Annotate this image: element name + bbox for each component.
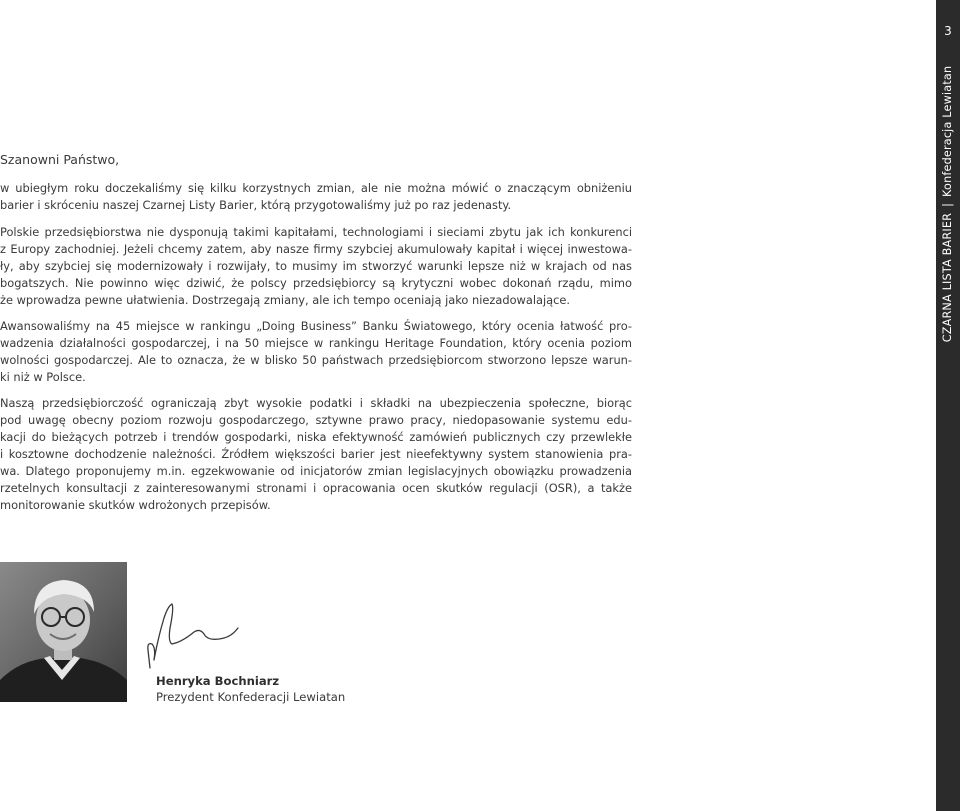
portrait-photo <box>0 562 127 702</box>
paragraph-line: rzetelnych konsultacji z zainteresowanymi stronami i opracowania ocen skutków regulacji (OSR), a także <box>0 481 632 495</box>
paragraph-line: z Europy zachodniej. Jeżeli chcemy zatem, aby nasze firmy szybciej akumulowały kapitał i więcej inwestowa- <box>0 242 632 256</box>
signature <box>142 598 242 674</box>
paragraph-line: bogatszych. Nie powinno więc dziwić, że polscy przedsiębiorcy są krytyczni wobec dokonań rządu, mimo <box>0 276 632 290</box>
paragraph-line: ły, aby szybciej się modernizowały i rozwijały, to musimy im stworzyć warunki lepsze niż w krajach od nas <box>0 259 632 273</box>
paragraph-4 <box>0 395 632 514</box>
paragraph-line: wadzenia działalności gospodarczej, i na 50 miejsce w rankingu Heritage Foundation, który ocenia poziom <box>0 336 632 350</box>
paragraph-line: barier i skróceniu naszej Czarnej Listy Barier, którą przygotowaliśmy już po raz jedenasty. <box>0 198 512 212</box>
signatory-name: Henryka Bochniarz <box>156 674 280 688</box>
paragraph-line: wolności gospodarczej. Ale to oznacza, że w blisko 50 państwach przedsiębiorcom stworzono lepsze warun- <box>0 353 632 367</box>
paragraph-line: w ubiegłym roku doczekaliśmy się kilku korzystnych zmian, ale nie można mówić o znaczącym obniżeniu <box>0 181 632 195</box>
paragraph-line: i kosztowne dochodzenie należności. Źródłem większości barier jest nieefektywny system stanowienia pra- <box>0 447 632 461</box>
paragraph-2 <box>0 224 632 309</box>
paragraph-line: Naszą przedsiębiorczość ograniczają zbyt wysokie podatki i składki na ubezpieczenia społeczne, biorąc <box>0 396 632 410</box>
paragraph-line: monitorowanie skutków wdrożonych przepisów. <box>0 498 271 512</box>
paragraph-1 <box>0 180 632 214</box>
paragraph-line: Awansowaliśmy na 45 miejsce w rankingu „Doing Business” Banku Światowego, który ocenia łatwość pro- <box>0 319 632 333</box>
side-label <box>941 66 955 343</box>
separator: | <box>941 202 954 207</box>
paragraph-line: wa. Dlatego proponujemy m.in. egzekwowanie od inicjatorów zmian legislacyjnych obowiązku prowadzenia <box>0 464 632 478</box>
organization-name: Konfederacja Lewiatan <box>941 65 954 197</box>
paragraph-line: pod uwagę obecny poziom rozwoju gospodarczego, sztywne prawo pracy, niedopasowanie systemu edu- <box>0 413 632 427</box>
page-number: 3 <box>944 24 952 38</box>
paragraph-3 <box>0 318 632 386</box>
publication-title: CZARNA LISTA BARIER <box>941 212 954 343</box>
paragraph-line: ki niż w Polsce. <box>0 370 86 384</box>
greeting: Szanowni Państwo, <box>0 152 120 167</box>
paragraph-line: kacji do bieżących potrzeb i trendów gospodarki, niska efektywność zamówień publicznych czy przewlekłe <box>0 430 632 444</box>
paragraph-line: że wprowadza pewne ułatwienia. Dostrzegają zmiany, ale ich tempo oceniają jako niezadowalające. <box>0 293 571 307</box>
paragraph-line: Polskie przedsiębiorstwa nie dysponują takimi kapitałami, technologiami i sieciami zbytu jak ich konkurenci <box>0 225 632 239</box>
signatory-title: Prezydent Konfederacji Lewiatan <box>156 690 346 704</box>
